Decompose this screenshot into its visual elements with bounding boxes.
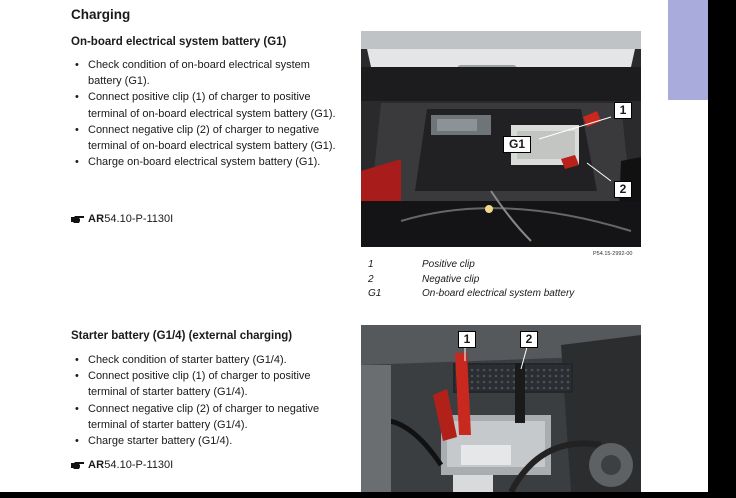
reference-number: 54.10-P-1130I <box>104 213 174 225</box>
starter-reference-link[interactable] <box>71 459 173 471</box>
callout-label: 1 <box>458 331 476 348</box>
legend-key: 2 <box>368 273 374 285</box>
trunk-battery-photo <box>361 31 641 247</box>
list-item: • Charge on-board electrical system battery (G1). <box>71 154 343 170</box>
photo-legend <box>368 258 574 302</box>
list-item: • Connect positive clip (1) of charger to positive terminal of on-board electrical system battery (G1). <box>71 89 343 121</box>
viewer-bottom-margin <box>0 492 736 498</box>
list-item: • Connect negative clip (2) of charger to negative terminal of on-board electrical system battery (G1). <box>71 122 343 154</box>
pointing-hand-icon <box>71 215 85 224</box>
onboard-steps-list <box>71 57 343 170</box>
callout-label: 2 <box>520 331 538 348</box>
engine-bay-battery-photo <box>361 325 641 492</box>
page-title: Charging <box>71 7 131 22</box>
callout-label: G1 <box>503 136 531 153</box>
reference-prefix: AR <box>88 213 105 225</box>
list-item: • Connect negative clip (2) of charger to negative terminal of starter battery (G1/4). <box>71 401 343 433</box>
legend-row <box>368 273 574 288</box>
callout-label: 1 <box>614 102 632 119</box>
list-item: • Check condition of starter battery (G1/4). <box>71 352 343 368</box>
viewer-right-margin <box>708 0 736 498</box>
legend-text: Negative clip <box>422 273 480 285</box>
legend-text: Positive clip <box>422 259 475 270</box>
list-item: • Connect positive clip (1) of charger to positive terminal of starter battery (G1/4). <box>71 368 343 400</box>
list-item: • Charge starter battery (G1/4). <box>71 433 343 449</box>
legend-key: 1 <box>368 259 374 270</box>
legend-key: G1 <box>368 288 382 299</box>
list-item: • Check condition of on-board electrical system battery (G1). <box>71 57 343 89</box>
photo-code: P54.15-2992-00 <box>593 251 633 257</box>
chapter-tab <box>668 0 708 100</box>
onboard-battery-heading: On-board electrical system battery (G1) <box>71 36 287 48</box>
pointing-hand-icon <box>71 461 85 470</box>
reference-prefix: AR <box>88 459 105 471</box>
callout-label: 2 <box>614 181 632 198</box>
legend-row <box>368 258 574 273</box>
starter-steps-list <box>71 352 343 449</box>
starter-battery-heading: Starter battery (G1/4) (external charging) <box>71 330 293 342</box>
reference-number: 54.10-P-1130I <box>104 459 174 471</box>
legend-text: On-board electrical system battery <box>422 288 575 299</box>
legend-row <box>368 287 574 302</box>
onboard-reference-link[interactable] <box>71 213 173 225</box>
